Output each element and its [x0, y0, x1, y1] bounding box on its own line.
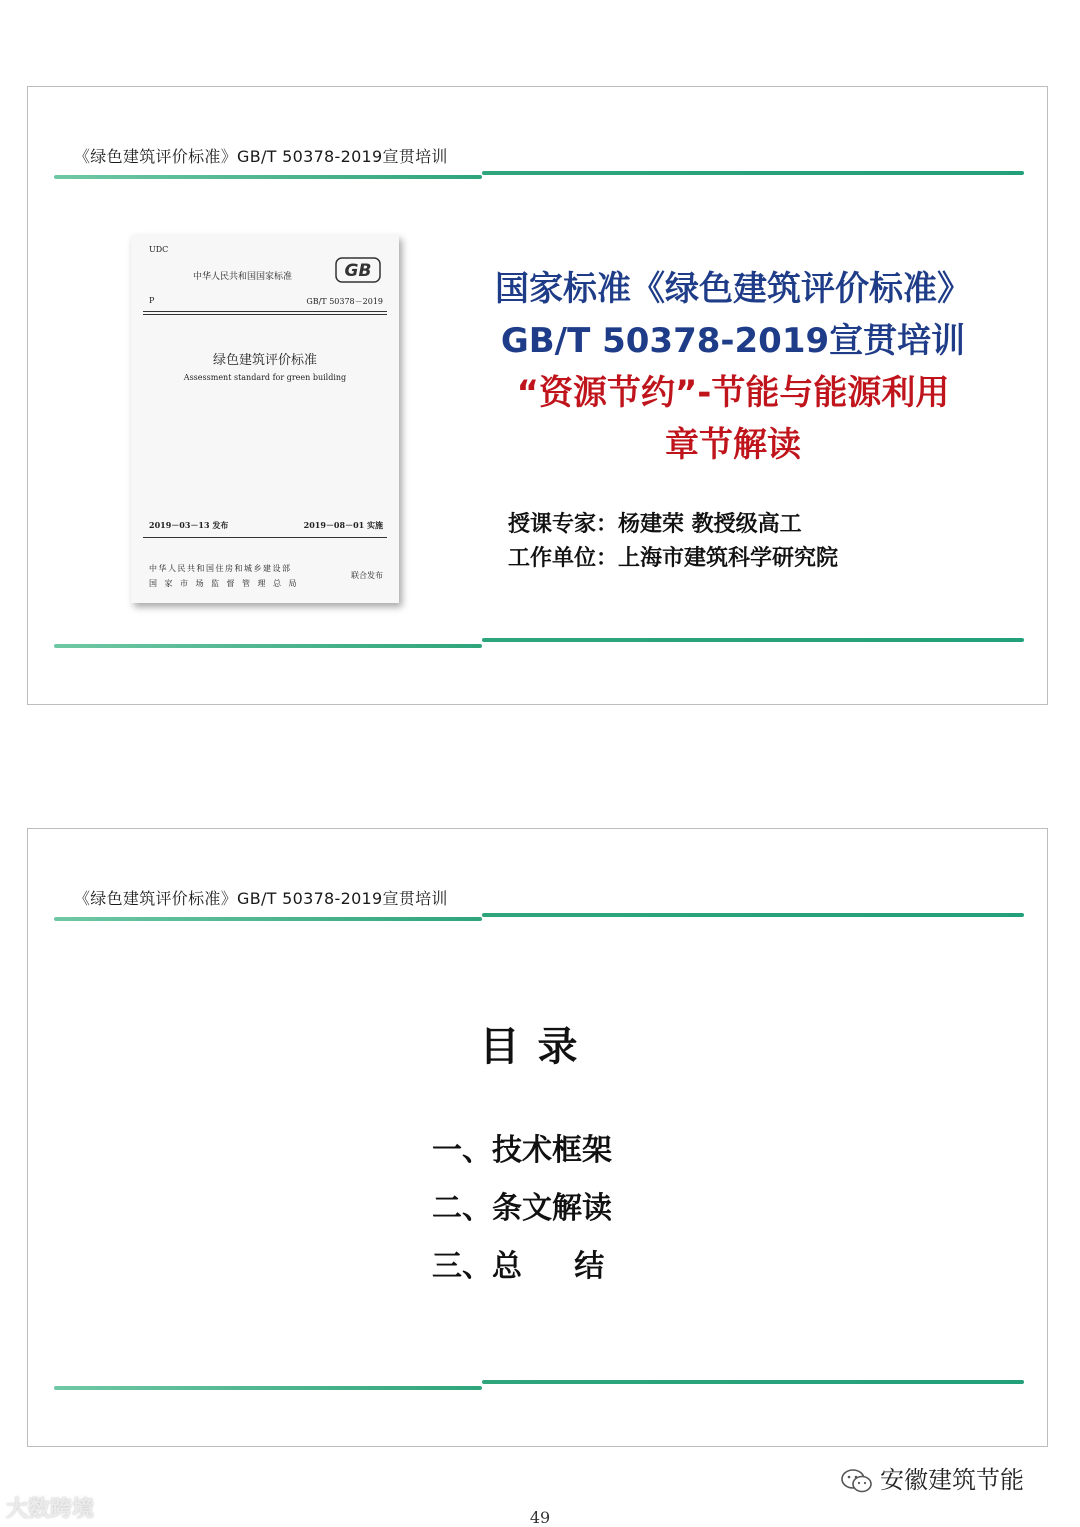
cover-udc: UDC — [149, 245, 169, 254]
wechat-icon — [840, 1467, 874, 1495]
divider-line — [54, 644, 482, 648]
slide-contents — [27, 828, 1048, 1447]
divider-line — [54, 175, 482, 179]
organization-info: 工作单位：上海市建筑科学研究院 — [508, 546, 839, 571]
divider-line — [482, 171, 1024, 175]
contents-item: 二、条文解读 — [432, 1191, 612, 1226]
slide-header: 《绿色建筑评价标准》GB/T 50378-2019宣贯培训 — [74, 147, 448, 166]
cover-code: GB/T 50378－2019 — [306, 297, 383, 306]
cover-implemented-date: 2019－08－01 实施 — [303, 520, 383, 530]
cover-publisher-1: 中华人民共和国住房和城乡建设部 — [149, 564, 292, 573]
brand-label — [840, 1460, 1024, 1495]
cover-title-en: Assessment standard for green building — [183, 373, 347, 382]
contents-item: 一、技术框架 — [432, 1133, 612, 1168]
brand-name: 安徽建筑节能 — [880, 1466, 1024, 1494]
divider-line — [482, 1380, 1024, 1384]
contents-item: 三、总 结 — [432, 1249, 605, 1284]
cover-issued-date: 2019－03－13 发布 — [149, 520, 229, 530]
lecturer-info: 授课专家：杨建荣 教授级高工 — [508, 512, 802, 537]
standard-cover-image — [131, 235, 399, 603]
cover-rule — [143, 537, 387, 538]
divider-line — [54, 917, 482, 921]
divider-line — [54, 1386, 482, 1390]
subtitle-line: 章节解读 — [665, 425, 801, 465]
cover-rule — [143, 314, 387, 315]
cover-rule — [143, 311, 387, 312]
gb-logo-icon — [335, 257, 381, 283]
subtitle-line: “资源节约”-节能与能源利用 — [516, 373, 950, 413]
divider-line — [482, 638, 1024, 642]
svg-text:GB: GB — [344, 261, 372, 281]
divider-line — [482, 913, 1024, 917]
cover-country-standard: 中华人民共和国国家标准 — [193, 272, 293, 282]
cover-title-cn: 绿色建筑评价标准 — [212, 353, 317, 368]
contents-title: 目录 — [479, 1024, 596, 1070]
title-line: GB/T 50378-2019宣贯培训 — [500, 321, 966, 361]
page-number: 49 — [529, 1508, 551, 1527]
watermark: 大数跨境 — [6, 1497, 95, 1522]
slide-title-block — [448, 263, 1018, 471]
title-line: 国家标准《绿色建筑评价标准》 — [495, 269, 971, 309]
slide-header: 《绿色建筑评价标准》GB/T 50378-2019宣贯培训 — [74, 889, 448, 908]
cover-joint-release: 联合发布 — [351, 571, 383, 580]
cover-publisher-2: 国家市场监督管理总局 — [149, 579, 304, 588]
slide-title — [27, 86, 1048, 705]
cover-p: P — [149, 296, 155, 305]
